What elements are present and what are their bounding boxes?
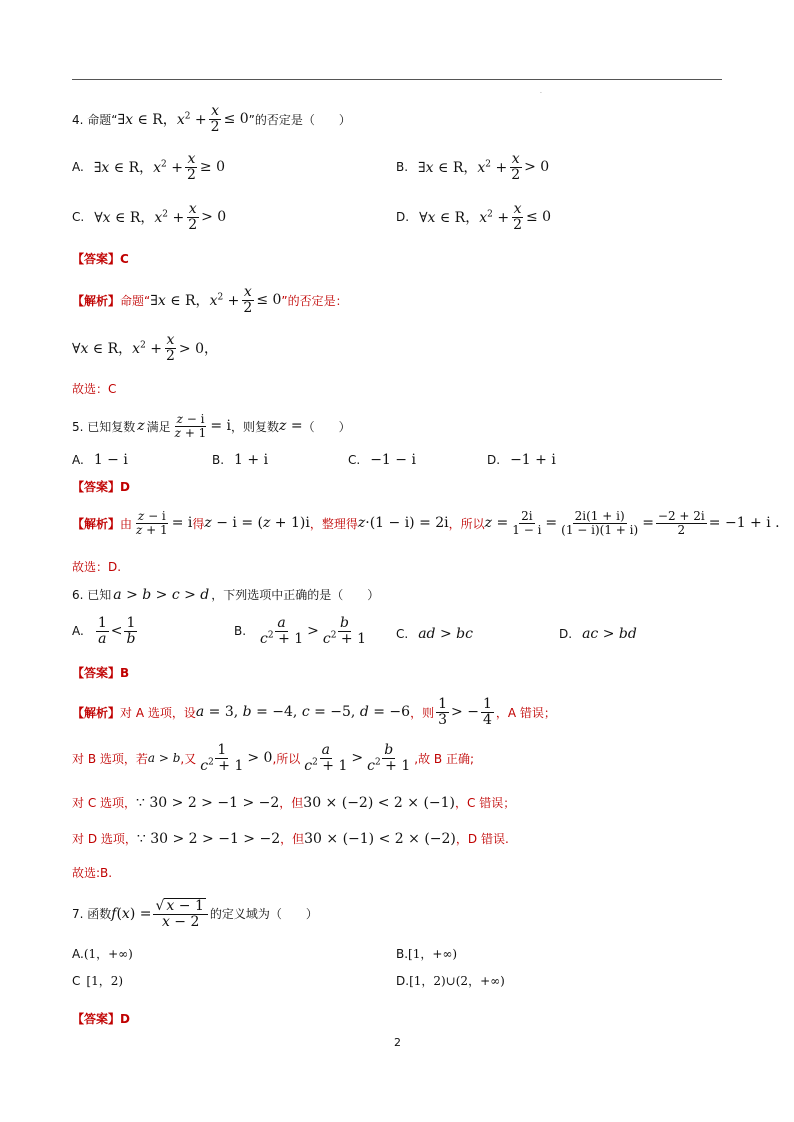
q4-option-a[interactable]: A. ∃x ∈ R，$x^2$ + $\frac{x}{2}$ ≥ 0 [72,151,225,183]
q6-option-c[interactable]: C. ad > bc [396,626,473,642]
q6-analysis-d: 对 D 选项， ∵ 30 > 2 > −1 > −2 ，但 30 × (−1) < 2 × (−2) ，D 错误. [72,830,509,847]
q4-answer: 【答案】C [72,252,129,266]
q7-answer: 【答案】D [72,1012,130,1026]
q7-stem: 7. 函数 f(x) = √ x − 1 x − 2 的定义域为（ ） [72,898,318,930]
q6-analysis-c: 对 C 选项， ∵ 30 > 2 > −1 > −2 ，但 30 × (−2) < 2 × (−1) ，C 错误； [72,794,516,811]
q6-option-a[interactable]: A. $\frac{1}{a}$ < $\frac{1}{b}$ [72,615,136,647]
q7-option-a[interactable]: A. (1，+∞) [72,946,133,961]
q5-option-a[interactable]: A. 1 − i [72,452,128,468]
q5-conclusion: 故选：D. [72,560,122,574]
q4-option-c[interactable]: C. ∀x ∈ R，$x^2$ + $\frac{x}{2}$ > 0 [72,201,227,233]
header-dot: . [540,88,542,95]
q5-stem: 5. 已知复数 z 满足 $\frac{z - i}{z + 1}$ = i ，则复数 z = （ ） [72,412,351,440]
q7-option-b[interactable]: B. [1，+∞) [396,946,458,961]
q6-stem: 6. 已知 a > b > c > d ，下列选项中正确的是（ ） [72,586,380,603]
q5-option-d[interactable]: D. −1 + i [487,452,556,468]
q6-analysis-a: 【解析】 对 A 选项，设 a = 3, b = −4, c = −5, d = −6 ，则 $\frac{1}{3}$ > − $\frac{1}{4}$ ，A 错误； [72,696,556,728]
q5-analysis: 【解析】 由 $\frac{z - i}{z + 1}$ = i 得 z − i = (z + 1)i ，整理得 z·(1 − i) = 2i ，所以 z = $\frac{2i}{1 - i}$ = $\frac{2i(1 + i)}{(1 - i)(1 + i)}$ = $\frac{-2 + 2i}{2}$ = −1 + i . [72,509,780,537]
page-number: 2 [394,1036,401,1049]
q4-analysis-line-2: ∀x ∈ R，$x^2$ + $\frac{x}{2}$ > 0， [72,332,219,364]
q5-option-b[interactable]: B. 1 + i [212,452,269,468]
q5-option-c[interactable]: C. −1 − i [348,452,416,468]
q5-answer: 【答案】D [72,480,130,494]
q4-analysis-line-1: 【解析】 命题“ ∃x ∈ R，$x^2$ + $\frac{x}{2}$ ≤ 0 ”的否定是： [72,284,348,316]
q6-conclusion: 故选:B. [72,866,113,880]
q6-option-b[interactable]: B. $\frac{a}{c^2 + 1}$ > $\frac{b}{c^2 + 1}$ [234,615,367,647]
q6-option-d[interactable]: D. ac > bd [559,626,637,642]
q6-answer: 【答案】B [72,666,130,680]
q4-conclusion: 故选：C [72,382,117,396]
q4-option-d[interactable]: D. ∀x ∈ R，$x^2$ + $\frac{x}{2}$ ≤ 0 [396,201,552,233]
q7-option-d[interactable]: D. [1，2)∪(2，+∞) [396,973,505,988]
header-rule [72,79,722,80]
q7-option-c[interactable]: C [1，2) [72,973,124,988]
q6-analysis-b: 对 B 选项，若 a > b ,又 $\frac{1}{c^2 + 1}$ > 0 ,所以 $\frac{a}{c^2 + 1}$ > $\frac{b}{c^2 + 1}$ ,故 B 正确; [72,742,474,774]
q4-stem: 4. 命题“ ∃x ∈ R，$x^2$ + $\frac{x}{2}$ ≤ 0 ”的否定是（ ） [72,103,351,135]
q4-option-b[interactable]: B. ∃x ∈ R，$x^2$ + $\frac{x}{2}$ > 0 [396,151,550,183]
